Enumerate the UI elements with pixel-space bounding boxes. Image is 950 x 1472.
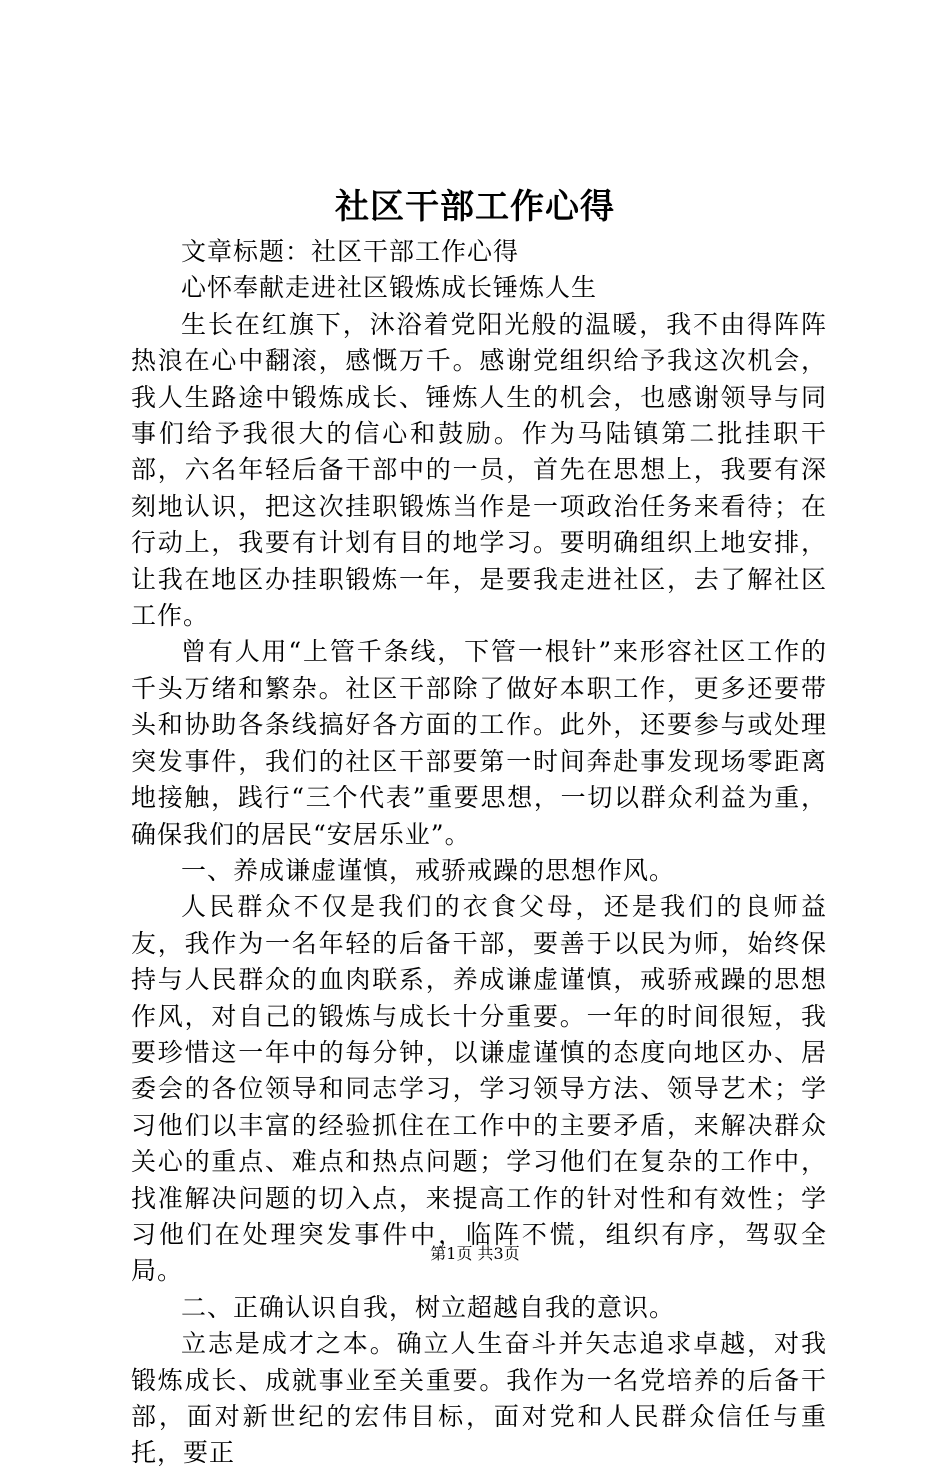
- section-heading: 二、正确认识自我，树立超越自我的意识。: [181, 1292, 676, 1322]
- document-body: [131, 234, 827, 1472]
- paragraph: 心怀奉献走进社区锻炼成长锤炼人生: [181, 273, 598, 303]
- section-heading: 一、养成谦虚谨慎，戒骄戒躁的思想作风。: [181, 855, 676, 885]
- paragraph: 曾有人用“上管千条线，下管一根针”来形容社区工作的千头万绪和繁杂。社区干部除了做好本职工作，更多还要带头和协助各条线搞好各方面的工作。此外，还要参与或处理突发事件，我们的社区干部要第一时间奔赴事发现场零距离地接触，践行“三个代表”重要思想，一切以群众利益为重，确保我们的居民“安居乐业”。: [131, 637, 827, 849]
- paragraph: 人民群众不仅是我们的衣食父母，还是我们的良师益友，我作为一名年轻的后备干部，要善于以民为师，始终保持与人民群众的血肉联系，养成谦虚谨慎，戒骄戒躁的思想作风，对自己的锻炼与成长十分重要。一年的时间很短，我要珍惜这一年中的每分钟，以谦虚谨慎的态度向地区办、居委会的各位领导和同志学习，学习领导方法、领导艺术；学习他们以丰富的经验抓住在工作中的主要矛盾，来解决群众关心的重点、难点和热点问题；学习他们在复杂的工作中，找准解决问题的切入点，来提高工作的针对性和有效性；学习他们在处理突发事件中，临阵不慌，组织有序，驾驭全局。: [131, 892, 827, 1286]
- paragraph: 文章标题：社区干部工作心得: [181, 237, 520, 266]
- paragraph: 生长在红旗下，沐浴着党阳光般的温暖，我不由得阵阵热浪在心中翻滚，感慨万千。感谢党组织给予我这次机会，我人生路途中锻炼成长、锤炼人生的机会，也感谢领导与同事们给予我很大的信心和鼓励。作为马陆镇第二批挂职干部，六名年轻后备干部中的一员，首先在思想上，我要有深刻地认识，把这次挂职锻炼当作是一项政治任务来看待；在行动上，我要有计划有目的地学习。要明确组织上地安排，让我在地区办挂职锻炼一年，是要我走进社区，去了解社区工作。: [131, 309, 827, 631]
- document-title: 社区干部工作心得: [335, 187, 615, 227]
- paragraph: 立志是成才之本。确立人生奋斗并矢志追求卓越，对我锻炼成长、成就事业至关重要。我作为一名党培养的后备干部，面对新世纪的宏伟目标，面对党和人民群众信任与重托，要正: [131, 1329, 827, 1468]
- page-footer: 第1页 共3页: [430, 1244, 520, 1263]
